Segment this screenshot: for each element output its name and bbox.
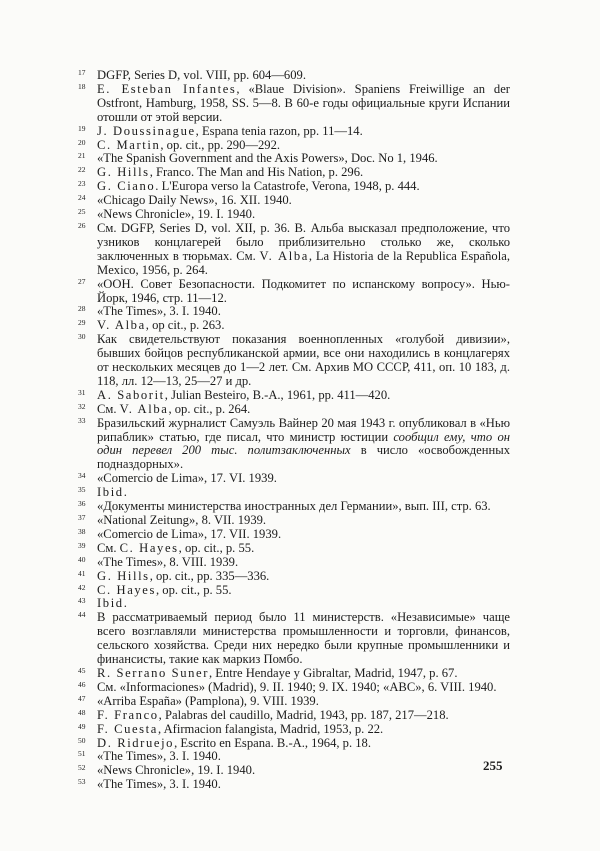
footnotes-list (78, 68, 511, 792)
footnote-number: 47 (78, 693, 86, 703)
author-name: F. Franco (97, 707, 159, 722)
footnote-text (97, 82, 510, 124)
footnote-number: 34 (78, 471, 86, 481)
footnote-44 (78, 610, 510, 667)
text-run: «The Times», 3. I. 1940. (97, 304, 221, 319)
footnote-text (97, 485, 127, 499)
footnote-text (97, 124, 363, 138)
footnote-37 (78, 513, 510, 528)
text-run: Бразильский журналист Самуэль Вайнер 20 мая 1943 г. опубликовал в «Нью рипаблик» статью, где писал, что министр юстиции (97, 415, 510, 444)
footnote-31 (78, 387, 510, 403)
footnote-49 (78, 721, 510, 737)
footnote-text (97, 179, 420, 193)
footnote-text (97, 666, 458, 680)
text-run: «The Times», 3. I. 1940. (97, 777, 221, 792)
footnote-text (97, 541, 254, 555)
text-run: «Comercio de Lima», 17. VI. 1939. (97, 471, 277, 486)
footnote-number: 46 (78, 679, 86, 689)
footnote-20 (78, 137, 510, 153)
footnote-50 (78, 735, 510, 751)
footnote-number: 27 (78, 276, 86, 286)
author-name: R. Serrano Suner (97, 665, 209, 680)
footnote-number: 48 (78, 707, 86, 717)
footnote-53 (78, 777, 510, 792)
footnote-23 (78, 179, 510, 194)
text-run: «National Zeitung», 8. VII. 1939. (97, 513, 267, 527)
text-run: «The Times», 8. VIII. 1939. (97, 554, 239, 569)
text-run: См. (97, 401, 120, 416)
page-number: 255 (483, 758, 503, 773)
text-run: Как свидетельствуют показания военнопленных «голубой дивизии», бывших бойцов республиканской армии, все они находились в концлагерях от нескольких месяцев до 1—2 лет. См. Архив МО СССР, 411, оп. 10 183, д. 118, лл. 12—13, 25—27 и др. (97, 332, 510, 388)
author-name: C. Martin (97, 137, 161, 152)
footnote-number: 23 (78, 179, 86, 189)
footnote-29 (78, 318, 510, 333)
footnote-35 (78, 485, 510, 500)
footnote-27 (78, 276, 510, 306)
text-run: См. «Informaciones» (Madrid), 9. II. 1940; 9. IX. 1940; «ABC», 6. VIII. 1940. (97, 679, 497, 694)
footnote-number: 28 (78, 304, 86, 314)
footnote-text (97, 332, 510, 388)
author-name: G. Hills (97, 568, 150, 583)
footnote-text (97, 708, 449, 722)
footnote-24 (78, 193, 510, 208)
text-run: , op. cit., p. 55. (178, 540, 255, 555)
footnote-number: 33 (78, 415, 86, 425)
footnote-number: 37 (78, 513, 86, 522)
footnote-21 (78, 151, 510, 166)
footnote-number: 39 (78, 540, 86, 550)
text-run: DGFP, Series D, vol. VIII, pp. 604—609. (97, 68, 306, 82)
footnote-46 (78, 679, 510, 695)
footnote-39 (78, 540, 510, 556)
footnote-text (97, 388, 390, 402)
footnote-17 (78, 68, 510, 83)
author-name: Ibid (97, 596, 124, 611)
footnote-25 (78, 207, 510, 222)
text-run: «Arriba España» (Pamplona), 9. VIII. 1939. (97, 693, 319, 708)
footnote-text (97, 277, 510, 305)
author-name: V. Alba (259, 248, 309, 263)
text-run: , Palabras del caudillo, Madrid, 1943, pp. 187, 217—218. (158, 707, 449, 722)
italic-text: сообщил ему, что он один перевел 200 тыс. политзаключенных (97, 429, 510, 458)
footnote-text (97, 207, 255, 221)
footnote-text (97, 499, 491, 513)
text-run: «The Times», 3. I. 1940. (97, 749, 221, 764)
footnote-number: 21 (78, 151, 86, 161)
footnote-52 (78, 763, 510, 778)
text-run: См. (97, 540, 120, 555)
footnote-text (97, 749, 221, 763)
footnote-43 (78, 596, 510, 611)
footnote-22 (78, 165, 510, 180)
footnote-number: 25 (78, 207, 86, 217)
footnote-text (97, 513, 266, 527)
text-run: , op. cit., p. 55. (155, 582, 232, 597)
footnote-26 (78, 220, 510, 278)
footnote-text (97, 527, 281, 541)
text-run: , Escrito en Espana. B.-A., 1964, p. 18. (174, 735, 371, 750)
footnote-number: 50 (78, 735, 86, 745)
footnote-text (97, 304, 221, 318)
footnote-number: 53 (78, 777, 86, 787)
text-run: «News Chronicle», 19. I. 1940. (97, 207, 256, 222)
text-run: , op. cit., p. 264. (168, 401, 251, 416)
footnote-34 (78, 471, 510, 486)
author-name: F. Cuesta (97, 721, 158, 736)
footnote-number: 30 (78, 332, 86, 342)
author-name: E. Esteban Infantes (97, 81, 237, 96)
text-run: в число «освобожденных подназдорных». (97, 443, 510, 472)
author-name: C. Hayes (119, 540, 179, 555)
footnote-42 (78, 582, 510, 598)
text-run: , Entre Hendaye y Gibraltar, Madrid, 1947, p. 67. (209, 665, 458, 680)
text-run: . (123, 485, 127, 500)
footnote-41 (78, 568, 510, 584)
text-run: «The Spanish Government and the Axis Powers», Doc. No 1, 1946. (97, 151, 438, 166)
footnote-18 (78, 81, 511, 125)
text-run: «ООН. Совет Безопасности. Подкомитет по испанскому вопросу». Нью-Йорк, 1946, стр. 11—12. (97, 276, 510, 305)
footnote-28 (78, 304, 510, 319)
footnote-text (97, 318, 224, 332)
footnote-number: 32 (78, 401, 86, 411)
footnote-number: 20 (78, 137, 86, 147)
text-run: , Franco. The Man and His Nation, p. 296. (149, 165, 364, 180)
text-run: См. DGFP, Series D, vol. XII, p. 36. В. Альба высказал предположение, что узников концлагерей было приблизительно столько же, сколько заключенных в тюрьмах. См. (97, 220, 510, 263)
text-run: , «Blaue Division». Spaniens Freiwillige an der Ostfront, Hamburg, 1958, SS. 5—8. В 60-е годы официальные круги Испании отошли от этой версии. (97, 81, 511, 124)
footnote-text (97, 151, 438, 165)
footnote-text (97, 596, 127, 610)
footnote-33 (78, 415, 510, 473)
footnote-48 (78, 707, 510, 723)
text-run: «Chicago Daily News», 16. XII. 1940. (97, 193, 292, 208)
author-name: Ibid (97, 485, 124, 500)
author-name: C. Hayes (97, 582, 156, 597)
footnote-number: 19 (78, 123, 86, 133)
footnote-text (97, 583, 232, 597)
footnote-text (97, 777, 221, 791)
footnote-number: 31 (78, 387, 86, 397)
text-run: В рассматриваемый период было 11 министерств. «Независимые» чаще всего возглавляли министерства промышленности и торговли, финансов, сельского хозяйства. Среди них нередко были крупные промышленники и финансисты, такие как маркиз Помбо. (97, 610, 510, 667)
footnote-text (97, 221, 510, 277)
text-run: , Afirmacion falangista, Madrid, 1953, p. 22. (157, 721, 384, 736)
footnote-30 (78, 332, 510, 389)
footnote-number: 29 (78, 318, 86, 328)
footnote-number: 38 (78, 526, 86, 536)
footnote-number: 22 (78, 165, 86, 175)
footnote-45 (78, 665, 510, 681)
author-name: A. Saborit (97, 387, 165, 402)
footnote-19 (78, 123, 510, 139)
footnote-number: 52 (78, 763, 86, 773)
text-run: , op cit., p. 263. (145, 318, 225, 333)
footnote-number: 42 (78, 582, 86, 592)
author-name: V. Alba (119, 401, 169, 416)
text-run: , op. cit., pp. 290—292. (160, 137, 281, 152)
text-run: . L'Europa verso la Catastrofe, Verona, 1948, p. 444. (155, 179, 420, 194)
footnote-40 (78, 554, 510, 570)
footnote-text (97, 694, 319, 708)
footnote-text (97, 165, 363, 179)
text-run: «News Chronicle», 19. I. 1940. (97, 763, 256, 778)
author-name: V. Alba (97, 318, 146, 333)
footnote-32 (78, 401, 510, 417)
footnote-51 (78, 749, 510, 764)
footnote-number: 44 (78, 610, 86, 620)
text-run: , La Historia de la Republica Española, Mexico, 1956, p. 264. (97, 248, 510, 277)
author-name: G. Hills (97, 165, 150, 180)
footnote-text (97, 68, 306, 82)
footnote-number: 18 (78, 81, 86, 91)
footnote-number: 35 (78, 485, 86, 495)
footnote-number: 45 (78, 665, 86, 675)
footnote-text (97, 569, 269, 583)
text-run: , Espana tenia razon, pp. 11—14. (195, 123, 363, 138)
author-name: D. Ridruejo (97, 735, 175, 750)
text-run: , Julian Besteiro, B.-A., 1961, pp. 411—420. (164, 387, 391, 402)
footnote-number: 26 (78, 220, 86, 230)
footnote-text (97, 193, 292, 207)
footnote-number: 49 (78, 721, 86, 731)
footnote-36 (78, 499, 510, 514)
footnote-text (97, 722, 383, 736)
footnote-text (97, 736, 371, 750)
footnote-text (97, 680, 497, 694)
footnote-number: 24 (78, 193, 86, 203)
footnote-text (97, 416, 510, 472)
footnote-number: 41 (78, 568, 86, 578)
footnote-text (97, 138, 280, 152)
text-run: , op. cit., pp. 335—336. (149, 568, 270, 583)
footnote-38 (78, 526, 510, 542)
author-name: J. Doussinague (97, 123, 196, 138)
footnote-number: 43 (78, 596, 86, 606)
footnote-text (97, 763, 255, 777)
footnote-text (97, 610, 510, 666)
footnote-text (97, 555, 238, 569)
footnote-number: 36 (78, 499, 86, 509)
footnote-47 (78, 693, 510, 709)
footnote-number: 51 (78, 749, 86, 759)
footnote-number: 40 (78, 554, 86, 564)
text-run: . (123, 596, 127, 611)
footnote-number: 17 (78, 68, 86, 77)
text-run: «Comercio de Lima», 17. VII. 1939. (97, 526, 282, 541)
text-run: «Документы министерства иностранных дел Германии», вып. III, стр. 63. (97, 499, 491, 514)
footnote-text (97, 471, 277, 485)
footnote-text (97, 402, 250, 416)
author-name: G. Ciano (97, 179, 156, 194)
